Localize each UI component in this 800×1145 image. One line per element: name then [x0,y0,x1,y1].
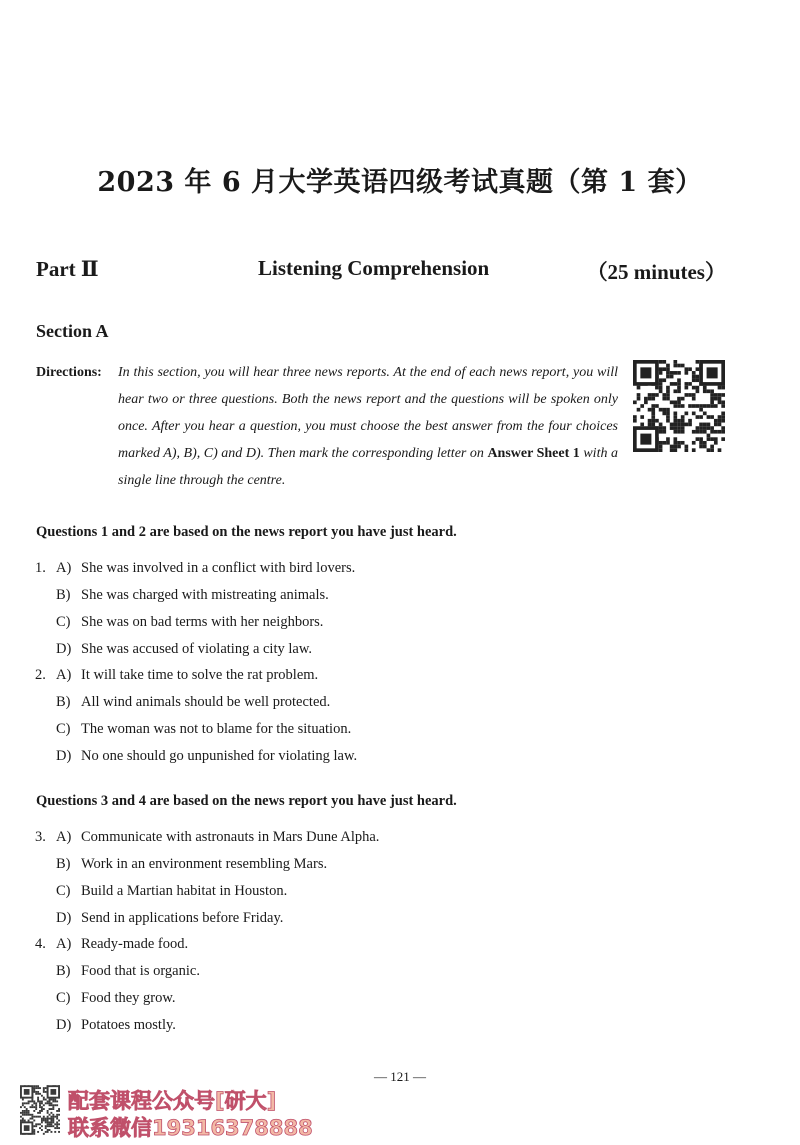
option-text: No one should go unpunished for violating law. [81,748,358,764]
watermark-line-2: 联系微信19316378888 [68,1116,313,1140]
part-header [36,256,726,286]
option-text: The woman was not to blame for the situation. [81,721,352,737]
section-heading: Section A [36,321,109,341]
option-letter: B) [56,963,71,979]
option-text: Food that is organic. [81,963,200,979]
option-letter: A) [56,829,72,845]
question-number: 3. [35,829,46,845]
option-text: She was charged with mistreating animals. [81,587,329,603]
option-text: She was on bad terms with her neighbors. [81,614,324,630]
page-number: — 121 — [374,1069,426,1084]
question-number: 1. [35,560,46,576]
option-letter: B) [56,694,71,710]
option-text: It will take time to solve the rat problem. [81,667,319,683]
option-text: Communicate with astronauts in Mars Dune Alpha. [81,829,380,845]
page-title: 2023 年 6 月大学英语四级考试真题（第 1 套） [97,167,703,198]
option-letter: D) [56,748,72,764]
question-number: 2. [35,667,46,683]
qr-code-icon [632,360,726,452]
watermark-line-1: 配套课程公众号[研大] [68,1089,277,1113]
option-letter: A) [56,667,72,683]
option-text: Ready-made food. [81,936,189,952]
option-text: Food they grow. [81,990,176,1006]
question-group-heading: Questions 3 and 4 are based on the news report you have just heard. [36,793,457,809]
option-text: Potatoes mostly. [81,1017,176,1033]
option-letter: D) [56,910,72,926]
option-text: Work in an environment resembling Mars. [81,856,328,872]
part-time: （25 minutes） [586,260,726,284]
option-letter: D) [56,1017,72,1033]
watermark [66,1086,316,1140]
answer-sheet-ref: Answer Sheet 1 [487,446,580,461]
option-letter: C) [56,614,71,630]
option-text: She was involved in a conflict with bird lovers. [81,560,356,576]
option-text: Build a Martian habitat in Houston. [81,883,288,899]
part-label: Part Ⅱ [36,257,99,281]
option-text: She was accused of violating a city law. [81,641,312,657]
option-letter: D) [56,641,72,657]
question-group-heading: Questions 1 and 2 are based on the news report you have just heard. [36,524,457,540]
option-letter: C) [56,990,71,1006]
directions-text [118,359,618,494]
option-letter: B) [56,856,71,872]
question-number: 4. [35,936,46,952]
option-text: All wind animals should be well protected. [81,694,331,710]
option-letter: C) [56,721,71,737]
option-letter: A) [56,560,72,576]
part-name: Listening Comprehension [258,256,490,280]
option-letter: A) [56,936,72,952]
option-letter: C) [56,883,71,899]
option-text: Send in applications before Friday. [81,910,284,926]
watermark-qr-icon [20,1085,60,1135]
directions-text-2: with a single line through the centre. [118,446,619,488]
directions-label: Directions: [36,365,102,380]
option-letter: B) [56,587,71,603]
directions-text-1: In this section, you will hear three news reports. At the end of each news report, you will hear two or three questions. Both the news report and the questions will be spoken only once. After you hear a question, you must choose the best answer from the four choices marked A), B), C) and D). Then mark the corresponding letter on [118,365,618,461]
